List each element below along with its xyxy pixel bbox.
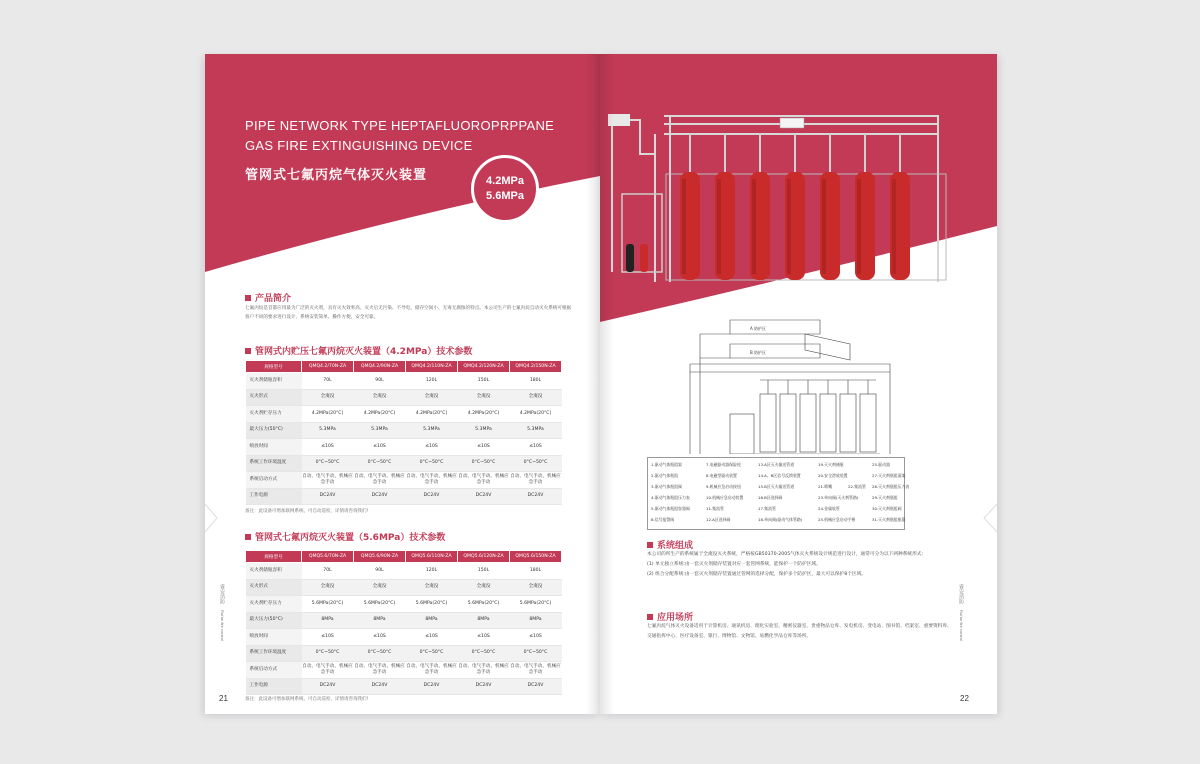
legend-item: 20.安全泄放装置 <box>818 473 848 478</box>
table-cell: 90L <box>354 373 406 390</box>
right-side-label: 睿安消防Rui'an fire control <box>958 584 964 641</box>
table-cell: 0°C~50°C <box>354 455 406 472</box>
table-cell: 5.6MPa(20°C) <box>302 596 354 613</box>
table-header-model: QMQ5.6/110N-ZA <box>406 551 458 563</box>
table-cell: 8MPa <box>302 612 354 629</box>
legend-item: 15.B区灭火输送管道 <box>758 484 795 489</box>
legend-item: 13.A区灭火输送管道 <box>758 462 795 467</box>
table-cell: 自动、电气手动、机械应急手动 <box>458 472 510 489</box>
table-cell: DC24V <box>302 488 354 505</box>
table-cell: 4.2MPa(20°C) <box>302 406 354 423</box>
table-cell: 70L <box>302 373 354 390</box>
section-square-icon <box>245 534 251 540</box>
table-header-model: QMQ4.2/110N-ZA <box>406 361 458 373</box>
spec-table-4-2mpa <box>245 360 562 505</box>
table-row <box>246 662 562 679</box>
table-cell: 8MPa <box>510 612 562 629</box>
table-row-label: 工作电源 <box>246 488 302 505</box>
zone-a-label: A 防护区 <box>750 326 767 331</box>
table-header-model: QMQ4.2/90N-ZA <box>354 361 406 373</box>
table2-heading: 管网式七氟丙烷灭火装置（5.6MPa）技术参数 <box>245 530 445 543</box>
table-row-label: 灭火剂储瓶容积 <box>246 563 302 580</box>
table-header-model: QMQ5.6/70N-ZA <box>302 551 354 563</box>
application-heading: 应用场所 <box>647 610 693 623</box>
table-header-model: QMQ4.2/150N-ZA <box>510 361 562 373</box>
table-row <box>246 596 562 613</box>
table-cell: 0°C~50°C <box>406 455 458 472</box>
legend-item: 3.驱动气体瓶组阀 <box>651 484 682 489</box>
legend-item: 6.信号报警阀 <box>651 517 675 522</box>
table-cell: ≤10S <box>302 439 354 456</box>
legend-item: 8.电磁型驱动装置 <box>706 473 737 478</box>
left-page <box>205 54 600 714</box>
table-cell: ≤10S <box>458 439 510 456</box>
table-row-label: 系统启动方式 <box>246 662 302 679</box>
table-cell: 0°C~50°C <box>510 645 562 662</box>
section-square-icon <box>647 614 653 620</box>
table-cell: 4.2MPa(20°C) <box>458 406 510 423</box>
legend-item: 28.灭火剂瓶组压力表 <box>872 484 910 489</box>
table-cell: 5.6MPa(20°C) <box>354 596 406 613</box>
cylinder-rack-photo <box>600 54 997 314</box>
title-chinese: 管网式七氟丙烷气体灭火装置 <box>245 168 428 183</box>
legend-item: 16.B区选择阀 <box>758 495 783 500</box>
table-cell: 8MPa <box>406 612 458 629</box>
table-cell: 自动、电气手动、机械应急手动 <box>510 472 562 489</box>
table-cell: 5.6MPa(20°C) <box>458 596 510 613</box>
legend-item: 27.灭火剂瓶组面架 <box>872 473 906 478</box>
table-cell: 自动、电气手动、机械应急手动 <box>406 472 458 489</box>
table-cell: 全淹没 <box>510 579 562 596</box>
table-row <box>246 488 562 505</box>
table-cell: ≤10S <box>510 439 562 456</box>
table-row-label: 灭火剂储瓶容积 <box>246 373 302 390</box>
table-row-label: 灭火形式 <box>246 389 302 406</box>
legend-item: 2.驱动气体瓶组 <box>651 473 679 478</box>
table-cell: 全淹没 <box>354 389 406 406</box>
table-row <box>246 406 562 423</box>
table-row <box>246 612 562 629</box>
table-cell: 全淹没 <box>458 579 510 596</box>
pressure-badge: 4.2MPa 5.6MPa <box>471 155 539 223</box>
table-cell: DC24V <box>510 488 562 505</box>
legend-item: 17.集流管 <box>758 506 776 511</box>
table-row-label: 系统启动方式 <box>246 472 302 489</box>
legend-item: 10.机械应急启动装置 <box>706 495 744 500</box>
table-row-label: 工作电源 <box>246 678 302 695</box>
table-row <box>246 563 562 580</box>
table-cell: 全淹没 <box>354 579 406 596</box>
legend-item: 31.灭火剂瓶组瓶箍 <box>872 517 906 522</box>
page-number-left: 21 <box>219 694 228 703</box>
legend-item: 30.灭火剂瓶组阀 <box>872 506 902 511</box>
table-cell: ≤10S <box>302 629 354 646</box>
intro-text: 七氟丙烷是首都应用最为广泛的灭火剂，具有灭火效率高、灭火后无污染、不导电、储存空间小、无毒无腐蚀的特点。本公司生产的七氟丙烷自动灭火系统可根据客户不同的要求进行设计，系统安装简单、操作方便、安全可靠。 <box>245 306 572 320</box>
table-cell: 自动、电气手动、机械应急手动 <box>354 472 406 489</box>
table-cell: DC24V <box>354 488 406 505</box>
section-square-icon <box>245 295 251 301</box>
table-cell: 0°C~50°C <box>406 645 458 662</box>
section-square-icon <box>245 348 251 354</box>
table-row-label: 系统工作环境温度 <box>246 645 302 662</box>
table-header-model: QMQ4.2/70N-ZA <box>302 361 354 373</box>
table-header-label: 规格型号 <box>246 551 302 563</box>
table-cell: 全淹没 <box>406 389 458 406</box>
legend-item: 12.A区选择阀 <box>706 517 731 522</box>
table-cell: 自动、电气手动、机械应急手动 <box>302 472 354 489</box>
legend-item: 22.集流管 <box>848 484 866 489</box>
table-cell: 120L <box>406 373 458 390</box>
table-row <box>246 678 562 695</box>
table-cell: 0°C~50°C <box>510 455 562 472</box>
table-cell: 全淹没 <box>302 389 354 406</box>
table-cell: 全淹没 <box>302 579 354 596</box>
table-row <box>246 629 562 646</box>
table-row-label: 喷放时间 <box>246 629 302 646</box>
legend-item: 4.驱动气体瓶组压力表 <box>651 495 690 500</box>
zone-b-label: B 防护区 <box>750 350 767 355</box>
table-cell: 全淹没 <box>458 389 510 406</box>
title-english: PIPE NETWORK TYPE HEPTAFLUOROPRPPANE GAS FIRE EXTINGUISHING DEVICE <box>245 118 555 153</box>
table-cell: 4.2MPa(20°C) <box>354 406 406 423</box>
table-cell: 4.2MPa(20°C) <box>406 406 458 423</box>
table-header-model: QMQ5.6/120N-ZA <box>458 551 510 563</box>
legend-item: 7.电磁驱动器保险栓 <box>706 462 741 467</box>
table-row <box>246 373 562 390</box>
table-cell: 0°C~50°C <box>458 645 510 662</box>
table-cell: ≤10S <box>354 439 406 456</box>
table-cell: DC24V <box>458 488 510 505</box>
table-cell: 自动、电气手动、机械应急手动 <box>302 662 354 679</box>
table-cell: 5.3MPa <box>510 422 562 439</box>
table-cell: 0°C~50°C <box>458 455 510 472</box>
table-header-model: QMQ5.6/150N-ZA <box>510 551 562 563</box>
table-header-model: QMQ5.6/90N-ZA <box>354 551 406 563</box>
legend-item: 14.A、B区信号反馈装置 <box>758 473 801 478</box>
table-cell: 0°C~50°C <box>354 645 406 662</box>
page-number-right: 22 <box>960 694 969 703</box>
table-cell: 180L <box>510 373 562 390</box>
legend-item: 21.喷嘴 <box>818 484 832 489</box>
table-row-label: 灭火形式 <box>246 579 302 596</box>
table-cell: 180L <box>510 563 562 580</box>
table-row-label: 系统工作环境温度 <box>246 455 302 472</box>
table-header-model: QMQ4.2/120N-ZA <box>458 361 510 373</box>
diagram-legend <box>647 457 910 530</box>
legend-item: 5.驱动气体瓶组容器阀 <box>651 506 690 511</box>
table-cell: 5.3MPa <box>302 422 354 439</box>
system-schematic-diagram <box>600 304 997 454</box>
table-cell: DC24V <box>510 678 562 695</box>
right-page <box>600 54 997 714</box>
table-row <box>246 472 562 489</box>
spec-table-5-6mpa <box>245 550 562 695</box>
table-cell: 全淹没 <box>510 389 562 406</box>
table-cell: DC24V <box>458 678 510 695</box>
table-cell: 5.3MPa <box>406 422 458 439</box>
legend-item: 11.集流管 <box>706 506 724 511</box>
table-row-label: 最大压力(50°C) <box>246 422 302 439</box>
legend-item: 9.机械应急启动按钮 <box>706 484 741 489</box>
table-cell: 120L <box>406 563 458 580</box>
table-cell: DC24V <box>406 488 458 505</box>
legend-item: 24.金属软管 <box>818 506 840 511</box>
table1-heading: 管网式内贮压七氟丙烷灭火装置（4.2MPa）技术参数 <box>245 344 472 357</box>
table-row-label: 喷放时间 <box>246 439 302 456</box>
table-cell: 0°C~50°C <box>302 455 354 472</box>
table-cell: 8MPa <box>458 612 510 629</box>
table-cell: 4.2MPa(20°C) <box>510 406 562 423</box>
table-cell: 90L <box>354 563 406 580</box>
legend-item: 18.单向阀(驱动气体管路) <box>758 517 803 522</box>
system-text: 本公司的所生产的系统属于全淹没灭火系统，严格按GB50370-2005气体灭火系统设计规范进行设计，通常可分为以下两种系统形式: (1) 单元独立系统:由一套灭火剂储存装置对应一套管网系统，能保护一个防护区域。 (2) 组合分配系统:由一套灭火剂储存装置通过管网的选择分配，保护多个防护区，最大可以保护8个区域。 <box>647 552 924 577</box>
table-cell: 自动、电气手动、机械应急手动 <box>510 662 562 679</box>
legend-item: 25.驱动器 <box>872 462 890 467</box>
table-row <box>246 389 562 406</box>
table-cell: 自动、电气手动、机械应急手动 <box>406 662 458 679</box>
table-cell: ≤10S <box>458 629 510 646</box>
table-cell: 自动、电气手动、机械应急手动 <box>458 662 510 679</box>
table2-note: 备注：此设备可增加联网系统、可自动巡检，详情请咨询我们! <box>245 697 369 702</box>
legend-item: 19.灭火剂储瓶 <box>818 462 844 467</box>
table1-note: 备注：此设备可增加联网系统、可自动巡检，详情请咨询我们! <box>245 509 369 514</box>
table-cell: 5.3MPa <box>458 422 510 439</box>
table-cell: 0°C~50°C <box>302 645 354 662</box>
table-row <box>246 645 562 662</box>
table-cell: ≤10S <box>406 439 458 456</box>
table-row-label: 最大压力(50°C) <box>246 612 302 629</box>
system-heading: 系统组成 <box>647 538 693 551</box>
table-row-label: 灭火剂贮存压力 <box>246 406 302 423</box>
left-side-label: 睿安消防Rui'an fire control <box>219 584 225 641</box>
table-cell: 150L <box>458 563 510 580</box>
table-cell: 70L <box>302 563 354 580</box>
table-row <box>246 579 562 596</box>
table-cell: ≤10S <box>354 629 406 646</box>
table-cell: 自动、电气手动、机械应急手动 <box>354 662 406 679</box>
table-row <box>246 439 562 456</box>
table-cell: 8MPa <box>354 612 406 629</box>
table-row <box>246 422 562 439</box>
table-header-label: 规格型号 <box>246 361 302 373</box>
intro-heading: 产品简介 <box>245 291 291 304</box>
legend-item: 25.机械应急启动手柄 <box>818 517 856 522</box>
table-cell: ≤10S <box>406 629 458 646</box>
section-square-icon <box>647 542 653 548</box>
table-cell: 全淹没 <box>406 579 458 596</box>
table-cell: 150L <box>458 373 510 390</box>
legend-item: 23.单向阀(灭火剂管路) <box>818 495 859 500</box>
legend-item: 1.驱动气体瓶组架 <box>651 462 682 467</box>
table-cell: DC24V <box>302 678 354 695</box>
application-text: 七氟丙烷气体灭火设备适用于计算机房、通讯机房、理化实验室、精密仪器室、贵重物品仓库、发电机房、变电站、图书馆、档案室、重要资料库、交通指挥中心、医疗设备室、银行、博物馆、文物馆、易燃化学品仓库等场所。 <box>647 624 952 639</box>
table-cell: 5.3MPa <box>354 422 406 439</box>
table-cell: DC24V <box>354 678 406 695</box>
table-cell: ≤10S <box>510 629 562 646</box>
legend-item: 29.灭火剂瓶组 <box>872 495 898 500</box>
table-cell: DC24V <box>406 678 458 695</box>
table-cell: 5.6MPa(20°C) <box>510 596 562 613</box>
table-row <box>246 455 562 472</box>
table-cell: 5.6MPa(20°C) <box>406 596 458 613</box>
table-row-label: 灭火剂贮存压力 <box>246 596 302 613</box>
